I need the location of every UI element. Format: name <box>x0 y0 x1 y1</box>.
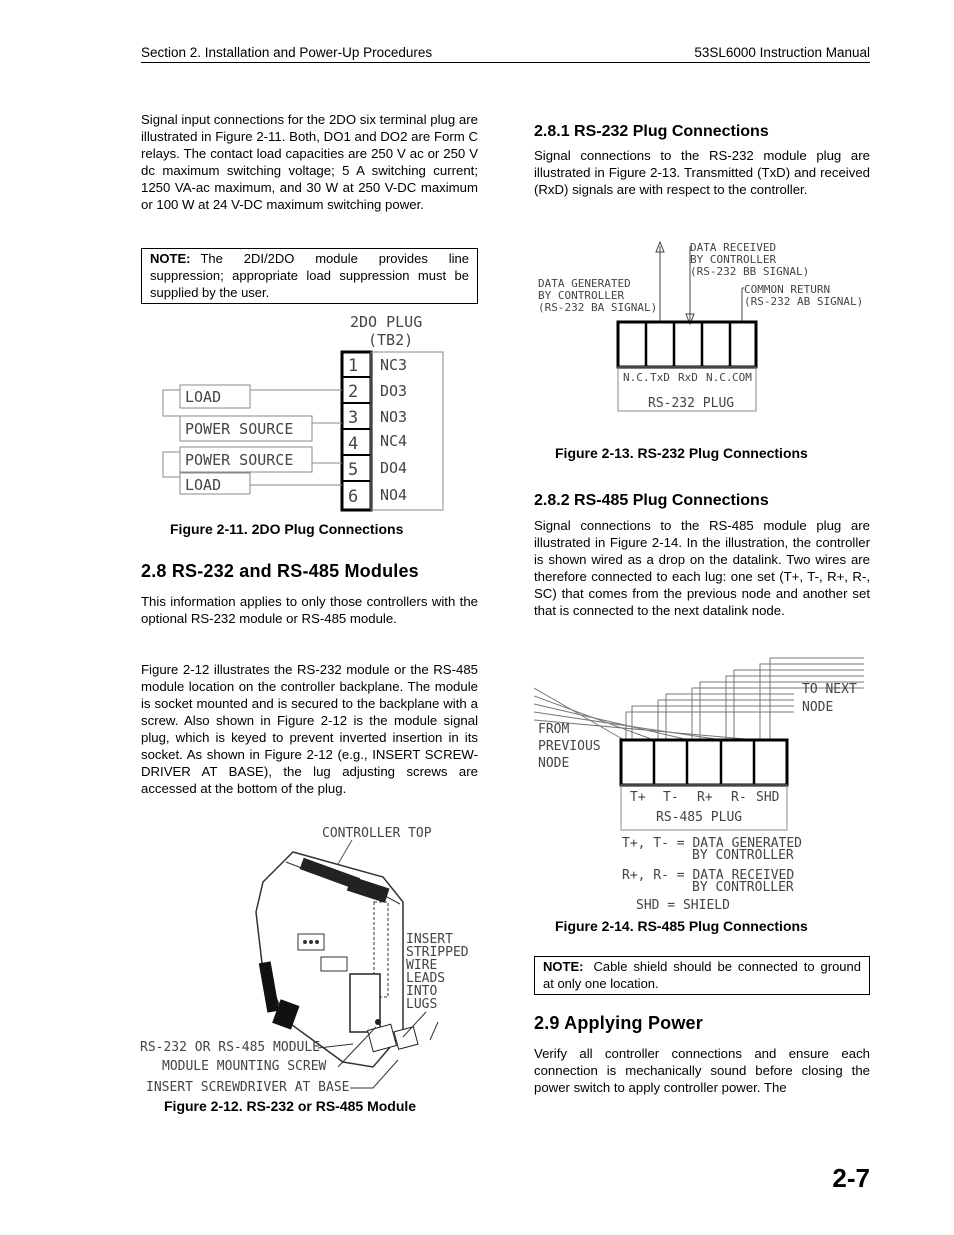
fig14-from-2: PREVIOUS <box>538 739 601 754</box>
note-text: Cable shield should be connected to ground at only one location. <box>543 959 861 991</box>
fig13-pin-nc2: N.C. <box>706 371 733 384</box>
fig14-next-2: NODE <box>802 700 834 715</box>
fig11-title2: (TB2) <box>368 331 414 349</box>
fig14-pin-shd: SHD <box>756 790 780 805</box>
fig13-received-1: DATA RECEIVED <box>690 241 777 254</box>
fig11-num-5: 5 <box>348 460 359 480</box>
fig13-generated-2: BY CONTROLLER <box>538 289 625 302</box>
fig11-num-1: 1 <box>348 356 359 376</box>
section-2-8-1-heading: 2.8.1 RS-232 Plug Connections <box>534 123 769 140</box>
fig14-legend-1b: BY CONTROLLER <box>692 848 794 863</box>
fig12-insert-6: LUGS <box>406 997 438 1012</box>
fig14-from-1: FROM <box>538 722 570 737</box>
fig13-received-2: BY CONTROLLER <box>690 253 777 266</box>
fig13-pin-com: COM <box>732 371 752 384</box>
note-label: NOTE: <box>543 959 584 974</box>
note-box-cable-shield <box>534 956 870 995</box>
section-2-9-paragraph: Verify all controller connections and ensure each connection is mechanically sound before closing the power switch to apply controller power. The <box>534 1046 870 1095</box>
fig12-screwdriver-label: INSERT SCREWDRIVER AT BASE <box>146 1080 350 1095</box>
figure-2-12-caption: Figure 2-12. RS-232 or RS-485 Module <box>164 1098 417 1114</box>
running-header-right: 53SL6000 Instruction Manual <box>694 45 870 60</box>
figure-2-11-caption: Figure 2-11. 2DO Plug Connections <box>170 521 404 537</box>
fig13-generated-3: (RS-232 BA SIGNAL) <box>538 301 658 314</box>
fig14-pin-tminus: T- <box>663 790 679 805</box>
page-number: 2-7 <box>832 1163 870 1193</box>
fig14-plug-body <box>621 740 787 785</box>
figure-2-11-diagram <box>150 305 460 517</box>
fig13-pin-txd: TxD <box>650 371 670 384</box>
fig12-module-label: RS-232 OR RS-485 MODULE <box>140 1040 321 1055</box>
note-label: NOTE: <box>150 251 191 266</box>
fig13-received-3: (RS-232 BB SIGNAL) <box>690 265 810 278</box>
fig12-mounting-screw-label: MODULE MOUNTING SCREW <box>162 1059 327 1074</box>
figure-2-14-diagram <box>534 648 874 913</box>
fig11-num-6: 6 <box>348 487 359 507</box>
fig11-power-source-top: POWER SOURCE <box>185 420 294 438</box>
fig11-term-nc3: NC3 <box>380 356 408 374</box>
fig11-term-do3: DO3 <box>380 382 408 400</box>
fig12-controller-top: CONTROLLER TOP <box>322 826 432 841</box>
fig14-next-1: TO NEXT <box>802 682 857 697</box>
fig11-num-4: 4 <box>348 434 359 454</box>
intro-paragraph: Signal input connections for the 2DO six terminal plug are illustrated in Figure 2-11. Both, DO1 and DO2 are Form C relays. The contact load capacities are 250 V ac or 250 V dc maximum switching voltage; 5 A switching current; 1250 VA-ac maximum, and 30 W at 250 V-DC maximum or 100 W at 24 V-DC maximum switching power. <box>141 112 478 212</box>
section-2-8-1-paragraph: Signal connections to the RS-232 module plug are illustrated in Figure 2-13. Transmitted (TxD) and received (RxD) signals are with respect to the controller. <box>534 148 870 197</box>
figure-2-12-diagram <box>138 822 478 1097</box>
fig13-pin-rxd: RxD <box>678 371 698 384</box>
section-2-8-paragraph-1: This information applies to only those controllers with the optional RS-232 module or RS-485 module. <box>141 594 478 626</box>
header-rule <box>141 62 870 63</box>
fig14-plug-label: RS-485 PLUG <box>656 810 743 825</box>
fig11-num-3: 3 <box>348 408 359 428</box>
fig12-insert-2: STRIPPED <box>406 945 469 960</box>
fig12-insert-5: INTO <box>406 984 438 999</box>
fig14-legend-2b: BY CONTROLLER <box>692 880 794 895</box>
fig11-power-source-bottom: POWER SOURCE <box>185 451 294 469</box>
section-2-8-2-paragraph: Signal connections to the RS-485 module plug are illustrated in Figure 2-14. In the illustration, the controller is shown wired as a drop on the datalink. Two wires are therefore connected to each lug: one set (T+, T-, R+, R-, SC) that comes from the previous node and another set that is connected to the next datalink node. <box>534 518 870 618</box>
fig11-term-do4: DO4 <box>380 459 408 477</box>
section-2-8-heading: 2.8 RS-232 and RS-485 Modules <box>141 561 419 581</box>
fig13-common-2: (RS-232 AB SIGNAL) <box>744 295 864 308</box>
figure-2-13-diagram <box>534 236 874 416</box>
fig13-common-1: COMMON RETURN <box>744 283 831 296</box>
fig14-legend-1a: T+, T- = DATA GENERATED <box>622 836 803 851</box>
section-2-8-2-heading: 2.8.2 RS-485 Plug Connections <box>534 492 769 509</box>
note-box-suppression <box>141 248 478 304</box>
section-2-8-paragraph-2: Figure 2-12 illustrates the RS-232 module or the RS-485 module location on the controller backplane. The module is socket mounted and is secured to the backplane with a screw. Also shown in Figure 2-12 is the module signal plug, which is keyed to prevent inverted insertion in its socket. As shown in Figure 2-12 (e.g., INSERT SCREW-DRIVER AT BASE), the lug adjusting screws are accessed at the bottom of the plug. <box>141 662 478 796</box>
fig13-plug-label: RS-232 PLUG <box>648 396 735 411</box>
running-header-left: Section 2. Installation and Power-Up Procedures <box>141 45 433 60</box>
fig13-plug-body <box>618 322 756 367</box>
fig11-term-nc4: NC4 <box>380 432 408 450</box>
fig11-load-top: LOAD <box>185 388 222 406</box>
fig12-insert-4: LEADS <box>406 971 446 986</box>
fig11-term-no4: NO4 <box>380 486 408 504</box>
fig13-pin-nc1: N.C. <box>623 371 650 384</box>
figure-2-13-caption: Figure 2-13. RS-232 Plug Connections <box>555 445 808 461</box>
fig11-num-2: 2 <box>348 382 359 402</box>
fig11-load-bottom: LOAD <box>185 476 222 494</box>
fig14-pin-rplus: R+ <box>697 790 713 805</box>
figure-2-14-caption: Figure 2-14. RS-485 Plug Connections <box>555 918 808 934</box>
fig13-generated-1: DATA GENERATED <box>538 277 631 290</box>
fig14-from-3: NODE <box>538 756 570 771</box>
section-2-9-heading: 2.9 Applying Power <box>534 1013 703 1033</box>
fig11-term-no3: NO3 <box>380 408 408 426</box>
fig14-pin-rminus: R- <box>731 790 747 805</box>
fig14-legend-3: SHD = SHIELD <box>636 898 730 913</box>
fig14-pin-tplus: T+ <box>630 790 646 805</box>
note-text: The 2DI/2DO module provides line suppression; appropriate load suppression must be supplied by the user. <box>150 251 469 300</box>
fig14-legend-2a: R+, R- = DATA RECEIVED <box>622 868 795 883</box>
fig11-title1: 2DO PLUG <box>350 313 423 331</box>
fig12-insert-3: WIRE <box>406 958 438 973</box>
fig12-insert-1: INSERT <box>406 932 453 947</box>
